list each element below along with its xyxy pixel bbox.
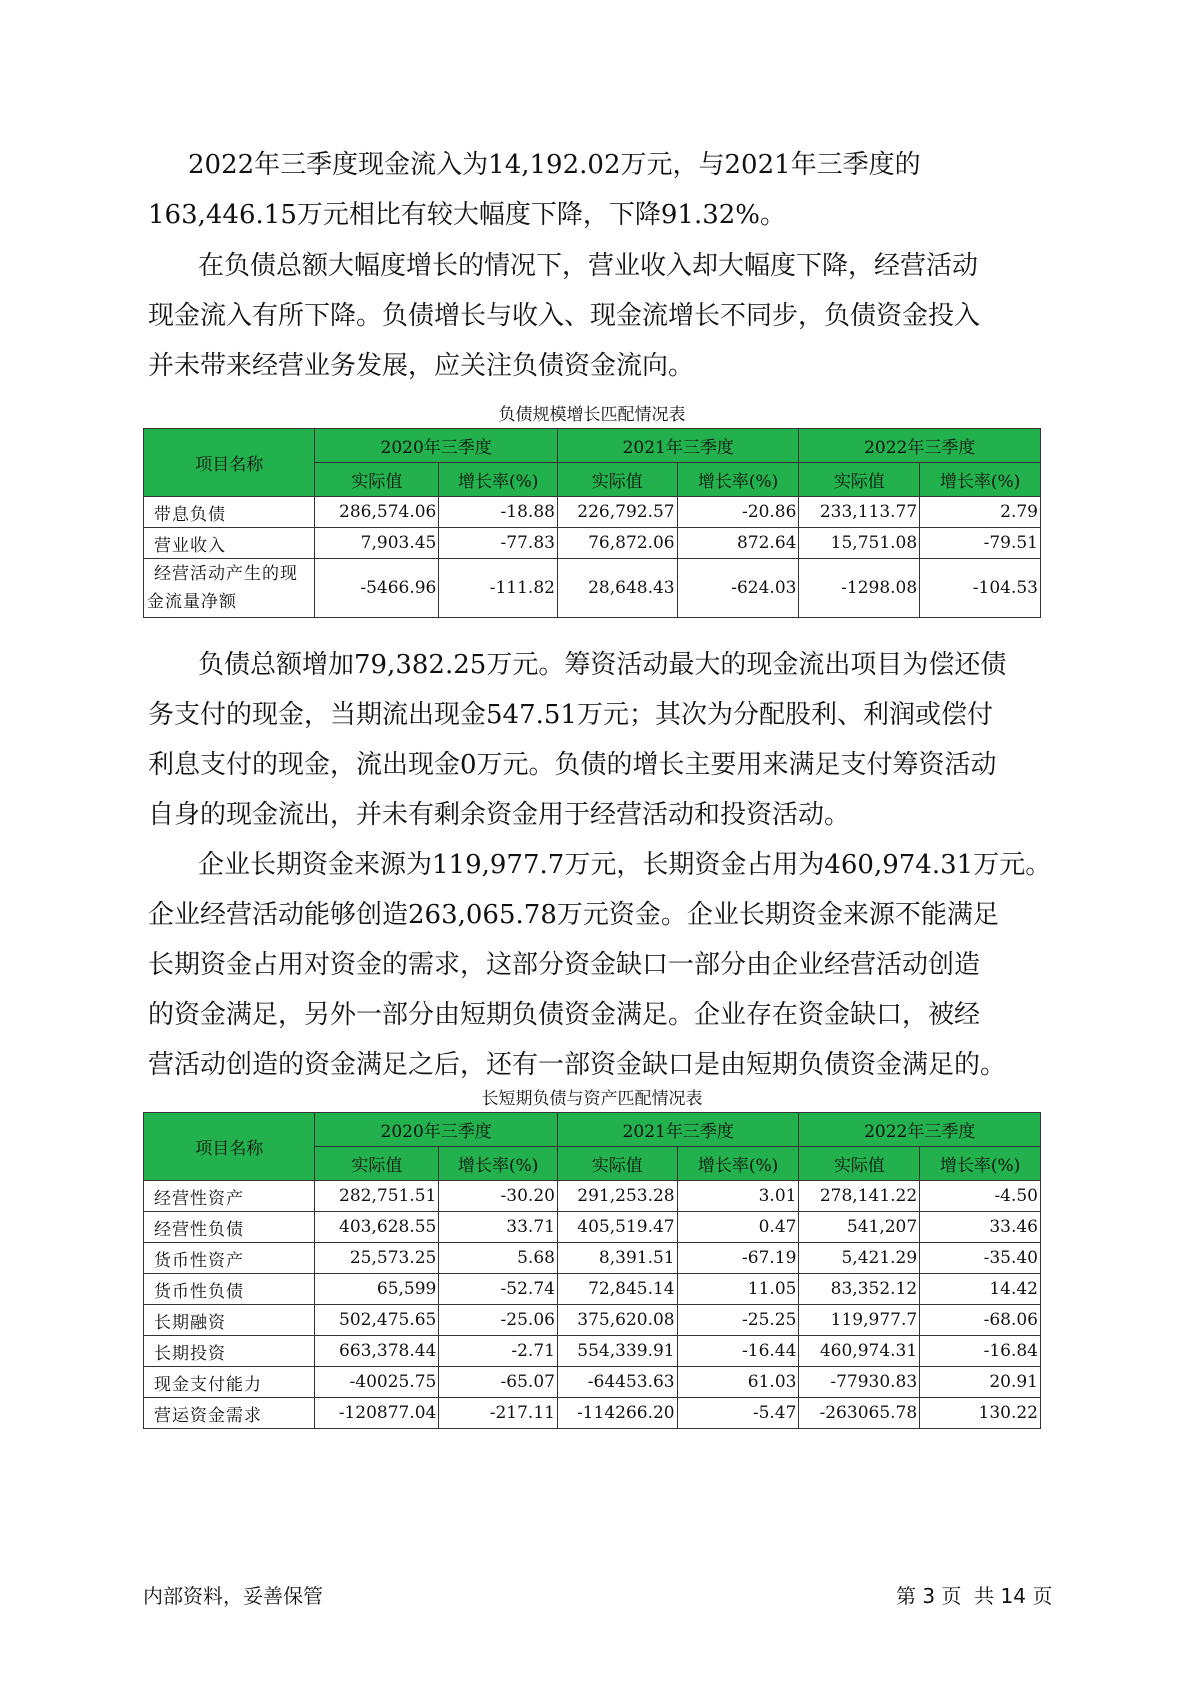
table-cell: 663,378.44 xyxy=(315,1336,439,1367)
footer-confidential-note: 内部资料，妥善保管 xyxy=(143,1584,323,1608)
footer-page-number: 第 3 页 共 14 页 xyxy=(896,1584,1053,1608)
debt-asset-match-table xyxy=(143,1112,1041,1429)
table-cell: -4.50 xyxy=(920,1181,1041,1212)
paragraph-line: 负债总额增加79,382.25万元。筹资活动最大的现金流出项目为偿还债 xyxy=(198,650,1007,680)
table-cell: 61.03 xyxy=(677,1367,799,1398)
paragraph-debt-increase xyxy=(148,640,1048,840)
table-cell: -2.71 xyxy=(439,1336,558,1367)
row-label: 经营性资产 xyxy=(144,1181,315,1212)
table-cell: 278,141.22 xyxy=(799,1181,920,1212)
table-cell: 375,620.08 xyxy=(557,1305,677,1336)
paragraph-line: 的资金满足，另外一部分由短期负债资金满足。企业存在资金缺口，被经 xyxy=(148,1000,981,1030)
table-cell: 405,519.47 xyxy=(557,1212,677,1243)
table-cell: -40025.75 xyxy=(315,1367,439,1398)
table2-caption: 长短期负债与资产匹配情况表 xyxy=(481,1089,703,1109)
row-label: 营业收入 xyxy=(144,528,315,559)
table-cell: -624.03 xyxy=(677,559,799,618)
row-label: 带息负债 xyxy=(144,497,315,528)
row-label: 货币性负债 xyxy=(144,1274,315,1305)
table-cell: -77930.83 xyxy=(799,1367,920,1398)
row-label: 现金支付能力 xyxy=(144,1367,315,1398)
table-cell: 5,421.29 xyxy=(799,1243,920,1274)
table-row xyxy=(144,1212,1041,1243)
paragraph-line: 企业长期资金来源为119,977.7万元，长期资金占用为460,974.31万元。 xyxy=(198,850,1052,880)
table-cell: 502,475.65 xyxy=(315,1305,439,1336)
table-cell: 554,339.91 xyxy=(557,1336,677,1367)
actual-value-header: 实际值 xyxy=(315,1147,439,1181)
table-cell: 28,648.43 xyxy=(557,559,677,618)
paragraph-long-term-funds xyxy=(148,840,1052,1090)
table-row xyxy=(144,1336,1041,1367)
item-name-header: 项目名称 xyxy=(144,429,315,497)
period-header-2021: 2021年三季度 xyxy=(557,1113,798,1147)
table-cell: 226,792.57 xyxy=(557,497,677,528)
row-label: 长期融资 xyxy=(144,1305,315,1336)
table-row xyxy=(144,1243,1041,1274)
table-cell: -25.25 xyxy=(677,1305,799,1336)
table-cell: 130.22 xyxy=(920,1398,1041,1429)
table-cell: 0.47 xyxy=(677,1212,799,1243)
paragraph-line: 自身的现金流出，并未有剩余资金用于经营活动和投资活动。 xyxy=(148,800,851,830)
table-cell: -120877.04 xyxy=(315,1398,439,1429)
table-cell: -114266.20 xyxy=(557,1398,677,1429)
table-cell: 20.91 xyxy=(920,1367,1041,1398)
paragraph-line: 在负债总额大幅度增长的情况下，营业收入却大幅度下降，经营活动 xyxy=(198,251,979,281)
table-cell: 291,253.28 xyxy=(557,1181,677,1212)
paragraph-line: 长期资金占用对资金的需求，这部分资金缺口一部分由企业经营活动创造 xyxy=(148,950,981,980)
table-cell: 282,751.51 xyxy=(315,1181,439,1212)
table-cell: -217.11 xyxy=(439,1398,558,1429)
paragraph-line: 现金流入有所下降。负债增长与收入、现金流增长不同步，负债资金投入 xyxy=(148,301,981,331)
table-cell: 119,977.7 xyxy=(799,1305,920,1336)
actual-value-header: 实际值 xyxy=(799,1147,920,1181)
growth-rate-header: 增长率(%) xyxy=(920,463,1041,497)
table-cell: 33.71 xyxy=(439,1212,558,1243)
table-cell: 2.79 xyxy=(920,497,1041,528)
row-label: 经营性负债 xyxy=(144,1212,315,1243)
paragraph-line: 务支付的现金，当期流出现金547.51万元；其次为分配股利、利润或偿付 xyxy=(148,700,993,730)
table-cell: 403,628.55 xyxy=(315,1212,439,1243)
table-cell: 286,574.06 xyxy=(315,497,439,528)
period-header-2021: 2021年三季度 xyxy=(557,429,798,463)
table-cell: -5466.96 xyxy=(315,559,439,618)
table-cell: 460,974.31 xyxy=(799,1336,920,1367)
table-cell: 14.42 xyxy=(920,1274,1041,1305)
table-cell: 3.01 xyxy=(677,1181,799,1212)
table-row xyxy=(144,1398,1041,1429)
growth-rate-header: 增长率(%) xyxy=(439,463,558,497)
table-cell: -52.74 xyxy=(439,1274,558,1305)
actual-value-header: 实际值 xyxy=(557,1147,677,1181)
table-cell: -77.83 xyxy=(439,528,558,559)
table-cell: -35.40 xyxy=(920,1243,1041,1274)
table-cell: -263065.78 xyxy=(799,1398,920,1429)
table-cell: 233,113.77 xyxy=(799,497,920,528)
table-cell: 8,391.51 xyxy=(557,1243,677,1274)
table-cell: -16.44 xyxy=(677,1336,799,1367)
table-cell: -16.84 xyxy=(920,1336,1041,1367)
table-cell: 541,207 xyxy=(799,1212,920,1243)
table-cell: 872.64 xyxy=(677,528,799,559)
table-cell: 25,573.25 xyxy=(315,1243,439,1274)
table-cell: 72,845.14 xyxy=(557,1274,677,1305)
table-cell: 5.68 xyxy=(439,1243,558,1274)
item-name-header: 项目名称 xyxy=(144,1113,315,1181)
table-row xyxy=(144,497,1041,528)
period-header-2020: 2020年三季度 xyxy=(315,1113,558,1147)
row-label xyxy=(144,559,315,618)
table-cell: -64453.63 xyxy=(557,1367,677,1398)
table-row xyxy=(144,1305,1041,1336)
table-cell: 7,903.45 xyxy=(315,528,439,559)
table-cell: -67.19 xyxy=(677,1243,799,1274)
growth-rate-header: 增长率(%) xyxy=(677,1147,799,1181)
paragraph-line: 企业经营活动能够创造263,065.78万元资金。企业长期资金来源不能满足 xyxy=(148,900,999,930)
paragraph-debt-growth xyxy=(148,241,1048,391)
debt-growth-table xyxy=(143,428,1041,618)
table-cell: -65.07 xyxy=(439,1367,558,1398)
table-row xyxy=(144,1181,1041,1212)
period-header-2022: 2022年三季度 xyxy=(799,429,1041,463)
growth-rate-header: 增长率(%) xyxy=(439,1147,558,1181)
table-cell: -79.51 xyxy=(920,528,1041,559)
paragraph-line: 并未带来经营业务发展，应关注负债资金流向。 xyxy=(148,351,695,381)
period-header-2020: 2020年三季度 xyxy=(315,429,558,463)
table-row xyxy=(144,559,1041,618)
growth-rate-header: 增长率(%) xyxy=(920,1147,1041,1181)
table-cell: 76,872.06 xyxy=(557,528,677,559)
table-cell: -5.47 xyxy=(677,1398,799,1429)
table-cell: 83,352.12 xyxy=(799,1274,920,1305)
table-row xyxy=(144,528,1041,559)
paragraph-cash-inflow xyxy=(148,140,1048,240)
table-cell: -111.82 xyxy=(439,559,558,618)
period-header-2022: 2022年三季度 xyxy=(799,1113,1041,1147)
table-row xyxy=(144,1367,1041,1398)
table-cell: -25.06 xyxy=(439,1305,558,1336)
table-row xyxy=(144,1274,1041,1305)
table-cell: 33.46 xyxy=(920,1212,1041,1243)
actual-value-header: 实际值 xyxy=(315,463,439,497)
row-label: 货币性资产 xyxy=(144,1243,315,1274)
row-label: 长期投资 xyxy=(144,1336,315,1367)
table-cell: -104.53 xyxy=(920,559,1041,618)
growth-rate-header: 增长率(%) xyxy=(677,463,799,497)
table-cell: 65,599 xyxy=(315,1274,439,1305)
table-cell: -30.20 xyxy=(439,1181,558,1212)
paragraph-line: 2022年三季度现金流入为14,192.02万元，与2021年三季度的 xyxy=(188,150,921,180)
paragraph-line: 163,446.15万元相比有较大幅度下降，下降91.32%。 xyxy=(148,200,787,230)
table-cell: -68.06 xyxy=(920,1305,1041,1336)
table-cell: -18.88 xyxy=(439,497,558,528)
paragraph-line: 利息支付的现金，流出现金0万元。负债的增长主要用来满足支付筹资活动 xyxy=(148,750,997,780)
table-cell: 11.05 xyxy=(677,1274,799,1305)
row-label-line: 经营活动产生的现 xyxy=(154,564,298,584)
actual-value-header: 实际值 xyxy=(799,463,920,497)
table-cell: 15,751.08 xyxy=(799,528,920,559)
actual-value-header: 实际值 xyxy=(557,463,677,497)
table1-caption: 负债规模增长匹配情况表 xyxy=(498,405,686,425)
row-label: 营运资金需求 xyxy=(144,1398,315,1429)
table-cell: -1298.08 xyxy=(799,559,920,618)
paragraph-line: 营活动创造的资金满足之后，还有一部资金缺口是由短期负债资金满足的。 xyxy=(148,1050,1007,1080)
table-cell: -20.86 xyxy=(677,497,799,528)
row-label-line: 金流量净额 xyxy=(147,592,237,612)
